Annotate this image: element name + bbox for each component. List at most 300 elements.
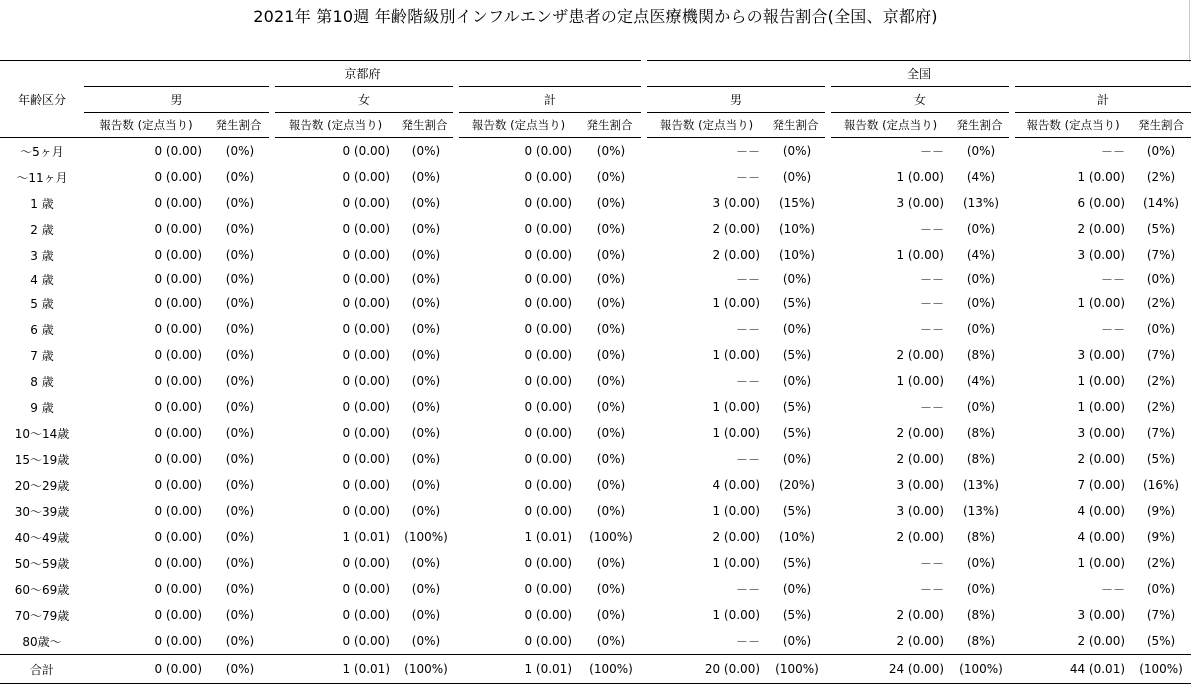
table-row [0, 628, 1191, 655]
ratio-cell: (0%) [225, 322, 255, 336]
count-cell: －－ [920, 322, 945, 337]
ratio-cell: (8%) [966, 452, 996, 466]
ratio-cell: (0%) [411, 322, 441, 336]
count-cell: 1 (0.00) [1077, 374, 1126, 388]
count-cell: 0 (0.00) [342, 196, 390, 210]
age-cell: 15～19歳 [14, 452, 70, 467]
ratio-cell: (0%) [1146, 582, 1176, 596]
ratio-cell: (0%) [966, 400, 996, 414]
ratio-cell: (5%) [1146, 634, 1176, 648]
sex-header-national-total: 計 [1012, 87, 1191, 113]
count-cell: －－ [920, 582, 945, 597]
ratio-cell: (0%) [596, 348, 626, 362]
total-count-cell: 1 (0.01) [272, 655, 396, 684]
ratio-cell: (7%) [1146, 608, 1176, 622]
ratio-cell: (0%) [411, 556, 441, 570]
ratio-header-national-female: 発生割合 [950, 113, 1012, 138]
count-cell: 4 (0.00) [1077, 504, 1126, 518]
count-header-national-male: 報告数 (定点当り) [644, 113, 766, 138]
sex-header-kyoto-male: 男 [84, 87, 272, 113]
table-row [0, 268, 1191, 290]
ratio-cell: (0%) [596, 452, 626, 466]
count-cell: 1 (0.00) [712, 296, 761, 310]
ratio-cell: (0%) [411, 374, 441, 388]
count-cell: －－ [920, 296, 945, 311]
count-cell: －－ [920, 144, 945, 159]
count-cell: 2 (0.00) [896, 634, 945, 648]
count-cell: 2 (0.00) [1077, 452, 1126, 466]
ratio-cell: (0%) [966, 322, 996, 336]
count-cell: 0 (0.00) [342, 400, 390, 414]
ratio-cell: (20%) [778, 478, 816, 492]
count-cell: 0 (0.00) [342, 374, 390, 388]
count-cell: 3 (0.00) [896, 478, 945, 492]
ratio-cell: (0%) [411, 248, 441, 262]
ratio-cell: (100%) [404, 530, 448, 544]
ratio-cell: (0%) [966, 222, 996, 236]
ratio-cell: (16%) [1143, 478, 1180, 492]
ratio-cell: (7%) [1146, 248, 1176, 262]
ratio-cell: (0%) [225, 222, 255, 236]
count-cell: 0 (0.00) [154, 196, 202, 210]
total-count-cell: 0 (0.00) [84, 655, 208, 684]
count-cell: 0 (0.00) [154, 248, 202, 262]
ratio-cell: (2%) [1146, 170, 1176, 184]
ratio-cell: (0%) [966, 144, 996, 158]
table-row [0, 394, 1191, 420]
count-cell: 3 (0.00) [896, 504, 945, 518]
frame-divider [1189, 0, 1190, 62]
ratio-cell: (0%) [782, 452, 812, 466]
count-cell: 0 (0.00) [342, 634, 390, 648]
ratio-cell: (0%) [411, 296, 441, 310]
count-cell: 0 (0.00) [524, 504, 572, 518]
count-header-national-total: 報告数 (定点当り) [1012, 113, 1131, 138]
page-title: 2021年 第10週 年齢階級別インフルエンザ患者の定点医療機関からの報告割合(全国、京都府) [253, 7, 938, 26]
total-count-cell: 24 (0.00) [828, 655, 950, 684]
ratio-cell: (0%) [596, 556, 626, 570]
ratio-cell: (0%) [596, 222, 626, 236]
sex-header-national-female: 女 [828, 87, 1012, 113]
ratio-cell: (0%) [225, 504, 255, 518]
count-cell: 1 (0.00) [896, 374, 945, 388]
ratio-cell: (10%) [778, 530, 816, 544]
ratio-cell: (14%) [1143, 196, 1180, 210]
age-cell: 20～29歳 [14, 478, 70, 493]
ratio-cell: (0%) [225, 248, 255, 262]
count-cell: 2 (0.00) [712, 248, 761, 262]
ratio-cell: (0%) [225, 196, 255, 210]
ratio-cell: (10%) [778, 248, 816, 262]
count-cell: 2 (0.00) [896, 608, 945, 622]
count-cell: －－ [736, 452, 761, 467]
ratio-cell: (5%) [782, 504, 812, 518]
age-cell: 50～59歳 [14, 556, 70, 571]
count-cell: 0 (0.00) [524, 322, 572, 336]
age-cell: 8 歳 [30, 374, 54, 389]
ratio-cell: (0%) [225, 452, 255, 466]
age-cell: 9 歳 [30, 400, 54, 415]
table-row [0, 190, 1191, 216]
count-cell: 0 (0.00) [342, 582, 390, 596]
count-cell: －－ [920, 400, 945, 415]
count-cell: 0 (0.00) [154, 272, 202, 286]
ratio-cell: (0%) [782, 144, 812, 158]
count-cell: 0 (0.00) [342, 426, 390, 440]
age-cell: ～5ヶ月 [20, 144, 64, 159]
age-cell: 10～14歳 [14, 426, 70, 441]
count-cell: 1 (0.00) [1077, 170, 1126, 184]
count-header-kyoto-male: 報告数 (定点当り) [84, 113, 208, 138]
influenza-table [0, 60, 1191, 684]
count-cell: 0 (0.00) [154, 556, 202, 570]
region-header-kyoto: 京都府 [84, 61, 644, 87]
count-cell: 1 (0.01) [342, 530, 390, 544]
ratio-cell: (0%) [596, 634, 626, 648]
count-cell: －－ [736, 582, 761, 597]
count-cell: 1 (0.00) [1077, 296, 1126, 310]
count-cell: 0 (0.00) [524, 634, 572, 648]
count-cell: 0 (0.00) [524, 196, 572, 210]
count-cell: 4 (0.00) [1077, 530, 1126, 544]
count-cell: 0 (0.00) [524, 374, 572, 388]
total-ratio-cell: (100%) [950, 655, 1012, 684]
table-row [0, 216, 1191, 242]
ratio-cell: (0%) [782, 582, 812, 596]
count-cell: 0 (0.00) [154, 170, 202, 184]
ratio-cell: (0%) [596, 608, 626, 622]
count-cell: 0 (0.00) [342, 556, 390, 570]
count-cell: 0 (0.00) [524, 426, 572, 440]
ratio-cell: (4%) [966, 170, 996, 184]
ratio-cell: (0%) [225, 374, 255, 388]
count-cell: 2 (0.00) [896, 452, 945, 466]
count-cell: 0 (0.00) [154, 296, 202, 310]
count-cell: －－ [1101, 322, 1126, 337]
count-cell: 1 (0.00) [712, 348, 761, 362]
count-cell: 0 (0.00) [342, 144, 390, 158]
count-cell: 0 (0.00) [524, 608, 572, 622]
ratio-cell: (0%) [596, 504, 626, 518]
ratio-cell: (0%) [225, 272, 255, 286]
ratio-cell: (5%) [782, 608, 812, 622]
ratio-cell: (100%) [589, 530, 633, 544]
count-cell: 0 (0.00) [342, 348, 390, 362]
age-cell: 80歳～ [22, 634, 62, 649]
count-cell: 0 (0.00) [524, 248, 572, 262]
count-cell: 1 (0.00) [712, 556, 761, 570]
ratio-header-kyoto-female: 発生割合 [396, 113, 456, 138]
count-cell: 0 (0.00) [342, 296, 390, 310]
age-cell: 40～49歳 [14, 530, 70, 545]
count-cell: 2 (0.00) [896, 348, 945, 362]
ratio-cell: (0%) [411, 634, 441, 648]
count-cell: 2 (0.00) [712, 530, 761, 544]
age-header-spacer [0, 61, 84, 87]
age-cell: 5 歳 [30, 296, 54, 311]
ratio-cell: (0%) [225, 582, 255, 596]
ratio-cell: (4%) [966, 248, 996, 262]
ratio-cell: (0%) [596, 296, 626, 310]
ratio-cell: (0%) [411, 400, 441, 414]
ratio-cell: (0%) [411, 452, 441, 466]
age-cell: 3 歳 [30, 248, 54, 263]
count-cell: 3 (0.00) [712, 196, 761, 210]
count-cell: 0 (0.00) [154, 322, 202, 336]
age-cell: 6 歳 [30, 322, 54, 337]
total-count-cell: 44 (0.01) [1012, 655, 1131, 684]
ratio-cell: (0%) [596, 144, 626, 158]
count-cell: 0 (0.00) [342, 248, 390, 262]
age-header: 年齢区分 [17, 93, 66, 107]
age-cell: 4 歳 [30, 272, 54, 287]
table-row [0, 316, 1191, 342]
age-cell: 7 歳 [30, 348, 54, 363]
ratio-cell: (0%) [596, 478, 626, 492]
count-cell: －－ [1101, 582, 1126, 597]
ratio-cell: (0%) [782, 374, 812, 388]
ratio-cell: (8%) [966, 348, 996, 362]
ratio-cell: (2%) [1146, 374, 1176, 388]
count-cell: 0 (0.00) [524, 222, 572, 236]
count-cell: 1 (0.00) [712, 400, 761, 414]
count-cell: 0 (0.00) [342, 222, 390, 236]
count-cell: 0 (0.00) [154, 426, 202, 440]
ratio-header-kyoto-male: 発生割合 [208, 113, 272, 138]
ratio-cell: (9%) [1146, 504, 1176, 518]
ratio-cell: (0%) [966, 582, 996, 596]
count-header-kyoto-total: 報告数 (定点当り) [456, 113, 578, 138]
ratio-header-national-total: 発生割合 [1131, 113, 1191, 138]
table-row [0, 420, 1191, 446]
count-cell: 6 (0.00) [1077, 196, 1126, 210]
count-cell: 0 (0.00) [154, 608, 202, 622]
ratio-cell: (0%) [411, 272, 441, 286]
ratio-cell: (0%) [225, 608, 255, 622]
count-cell: 0 (0.00) [342, 504, 390, 518]
count-cell: 0 (0.00) [154, 478, 202, 492]
ratio-cell: (5%) [782, 400, 812, 414]
count-cell: 0 (0.00) [154, 222, 202, 236]
ratio-cell: (8%) [966, 634, 996, 648]
ratio-cell: (0%) [782, 272, 812, 286]
count-cell: 0 (0.00) [524, 400, 572, 414]
count-cell: 0 (0.00) [154, 504, 202, 518]
count-cell: 0 (0.00) [524, 144, 572, 158]
count-cell: 0 (0.00) [524, 348, 572, 362]
table-row [0, 342, 1191, 368]
count-cell: －－ [920, 222, 945, 237]
ratio-cell: (0%) [966, 272, 996, 286]
count-cell: 1 (0.00) [712, 504, 761, 518]
ratio-cell: (9%) [1146, 530, 1176, 544]
ratio-cell: (0%) [966, 556, 996, 570]
ratio-cell: (0%) [411, 582, 441, 596]
count-cell: 2 (0.00) [1077, 634, 1126, 648]
ratio-cell: (0%) [225, 296, 255, 310]
ratio-cell: (10%) [778, 222, 816, 236]
ratio-cell: (0%) [225, 634, 255, 648]
region-header-national: 全国 [644, 61, 1191, 87]
count-cell: 2 (0.00) [1077, 222, 1126, 236]
ratio-cell: (5%) [782, 296, 812, 310]
count-cell: 0 (0.00) [154, 582, 202, 596]
count-cell: 3 (0.00) [1077, 348, 1126, 362]
ratio-cell: (0%) [1146, 272, 1176, 286]
ratio-cell: (0%) [596, 196, 626, 210]
ratio-cell: (8%) [966, 530, 996, 544]
ratio-cell: (0%) [782, 170, 812, 184]
ratio-cell: (0%) [596, 248, 626, 262]
ratio-cell: (0%) [1146, 144, 1176, 158]
table-row [0, 472, 1191, 498]
count-header-national-female: 報告数 (定点当り) [828, 113, 950, 138]
ratio-header-kyoto-total: 発生割合 [578, 113, 644, 138]
total-ratio-cell: (100%) [396, 655, 456, 684]
count-cell: 0 (0.00) [524, 452, 572, 466]
count-cell: 0 (0.00) [154, 400, 202, 414]
count-cell: 4 (0.00) [712, 478, 761, 492]
ratio-cell: (0%) [411, 504, 441, 518]
ratio-cell: (13%) [962, 478, 1000, 492]
ratio-cell: (8%) [966, 608, 996, 622]
age-cell: 60～69歳 [14, 582, 70, 597]
total-row [0, 655, 1191, 684]
age-cell: 1 歳 [30, 196, 54, 211]
count-cell: 0 (0.00) [524, 582, 572, 596]
count-cell: 0 (0.00) [524, 272, 572, 286]
ratio-cell: (0%) [1146, 322, 1176, 336]
count-cell: －－ [736, 322, 761, 337]
count-cell: 2 (0.00) [896, 530, 945, 544]
count-cell: 3 (0.00) [1077, 248, 1126, 262]
sex-header-national-male: 男 [644, 87, 828, 113]
sex-header-kyoto-female: 女 [272, 87, 456, 113]
age-cell: 30～39歳 [14, 504, 70, 519]
ratio-cell: (0%) [225, 144, 255, 158]
age-cell: ～11ヶ月 [16, 170, 68, 185]
count-cell: －－ [736, 170, 761, 185]
ratio-cell: (0%) [411, 222, 441, 236]
ratio-cell: (0%) [596, 170, 626, 184]
ratio-cell: (0%) [225, 400, 255, 414]
count-cell: 2 (0.00) [712, 222, 761, 236]
count-cell: －－ [920, 556, 945, 571]
count-cell: 1 (0.00) [896, 170, 945, 184]
ratio-header-national-male: 発生割合 [766, 113, 828, 138]
count-cell: 0 (0.00) [342, 322, 390, 336]
count-cell: 1 (0.00) [1077, 556, 1126, 570]
ratio-cell: (5%) [782, 426, 812, 440]
ratio-cell: (7%) [1146, 426, 1176, 440]
ratio-cell: (2%) [1146, 400, 1176, 414]
ratio-cell: (13%) [962, 196, 1000, 210]
count-cell: 0 (0.00) [342, 452, 390, 466]
count-cell: 0 (0.00) [154, 348, 202, 362]
count-cell: 2 (0.00) [896, 426, 945, 440]
count-cell: －－ [1101, 144, 1126, 159]
sex-header-kyoto-total: 計 [456, 87, 644, 113]
count-cell: 3 (0.00) [1077, 608, 1126, 622]
ratio-cell: (0%) [225, 170, 255, 184]
count-cell: －－ [736, 272, 761, 287]
count-cell: 7 (0.00) [1077, 478, 1126, 492]
total-ratio-cell: (100%) [578, 655, 644, 684]
count-cell: －－ [736, 374, 761, 389]
table-row [0, 164, 1191, 190]
ratio-cell: (0%) [225, 530, 255, 544]
count-cell: 1 (0.00) [712, 426, 761, 440]
count-header-kyoto-female: 報告数 (定点当り) [272, 113, 396, 138]
ratio-cell: (0%) [225, 426, 255, 440]
count-cell: 0 (0.00) [154, 374, 202, 388]
count-cell: 1 (0.00) [896, 248, 945, 262]
age-cell: 70～79歳 [14, 608, 70, 623]
ratio-cell: (0%) [782, 322, 812, 336]
count-cell: 1 (0.00) [712, 608, 761, 622]
ratio-cell: (0%) [411, 348, 441, 362]
ratio-cell: (0%) [411, 478, 441, 492]
ratio-cell: (0%) [596, 400, 626, 414]
count-cell: 0 (0.00) [342, 478, 390, 492]
ratio-cell: (0%) [225, 478, 255, 492]
ratio-cell: (0%) [596, 582, 626, 596]
count-cell: －－ [736, 634, 761, 649]
ratio-cell: (5%) [782, 348, 812, 362]
ratio-cell: (0%) [411, 144, 441, 158]
ratio-cell: (4%) [966, 374, 996, 388]
count-cell: 0 (0.00) [524, 170, 572, 184]
count-cell: 0 (0.00) [154, 530, 202, 544]
ratio-cell: (13%) [962, 504, 1000, 518]
count-cell: 3 (0.00) [896, 196, 945, 210]
age-subheader-spacer [0, 113, 84, 138]
count-cell: 0 (0.00) [342, 608, 390, 622]
table-row [0, 446, 1191, 472]
ratio-cell: (0%) [225, 348, 255, 362]
ratio-cell: (5%) [1146, 222, 1176, 236]
count-cell: 3 (0.00) [1077, 426, 1126, 440]
ratio-cell: (7%) [1146, 348, 1176, 362]
count-cell: 0 (0.00) [524, 556, 572, 570]
ratio-cell: (2%) [1146, 296, 1176, 310]
ratio-cell: (0%) [596, 426, 626, 440]
count-cell: 0 (0.00) [524, 296, 572, 310]
total-label: 合計 [0, 655, 84, 684]
ratio-cell: (0%) [966, 296, 996, 310]
count-cell: 0 (0.00) [154, 634, 202, 648]
ratio-cell: (0%) [225, 556, 255, 570]
table-row [0, 576, 1191, 602]
count-cell: 1 (0.01) [524, 530, 572, 544]
total-ratio-cell: (100%) [1131, 655, 1191, 684]
ratio-cell: (0%) [596, 272, 626, 286]
ratio-cell: (0%) [596, 374, 626, 388]
count-cell: 0 (0.00) [524, 478, 572, 492]
count-cell: －－ [736, 144, 761, 159]
table-row [0, 368, 1191, 394]
count-cell: 0 (0.00) [154, 452, 202, 466]
ratio-cell: (5%) [1146, 452, 1176, 466]
table-row [0, 602, 1191, 628]
table-row [0, 290, 1191, 316]
count-cell: 0 (0.00) [154, 144, 202, 158]
count-cell: 0 (0.00) [342, 170, 390, 184]
ratio-cell: (5%) [782, 556, 812, 570]
table-row [0, 498, 1191, 524]
ratio-cell: (2%) [1146, 556, 1176, 570]
ratio-cell: (0%) [411, 426, 441, 440]
